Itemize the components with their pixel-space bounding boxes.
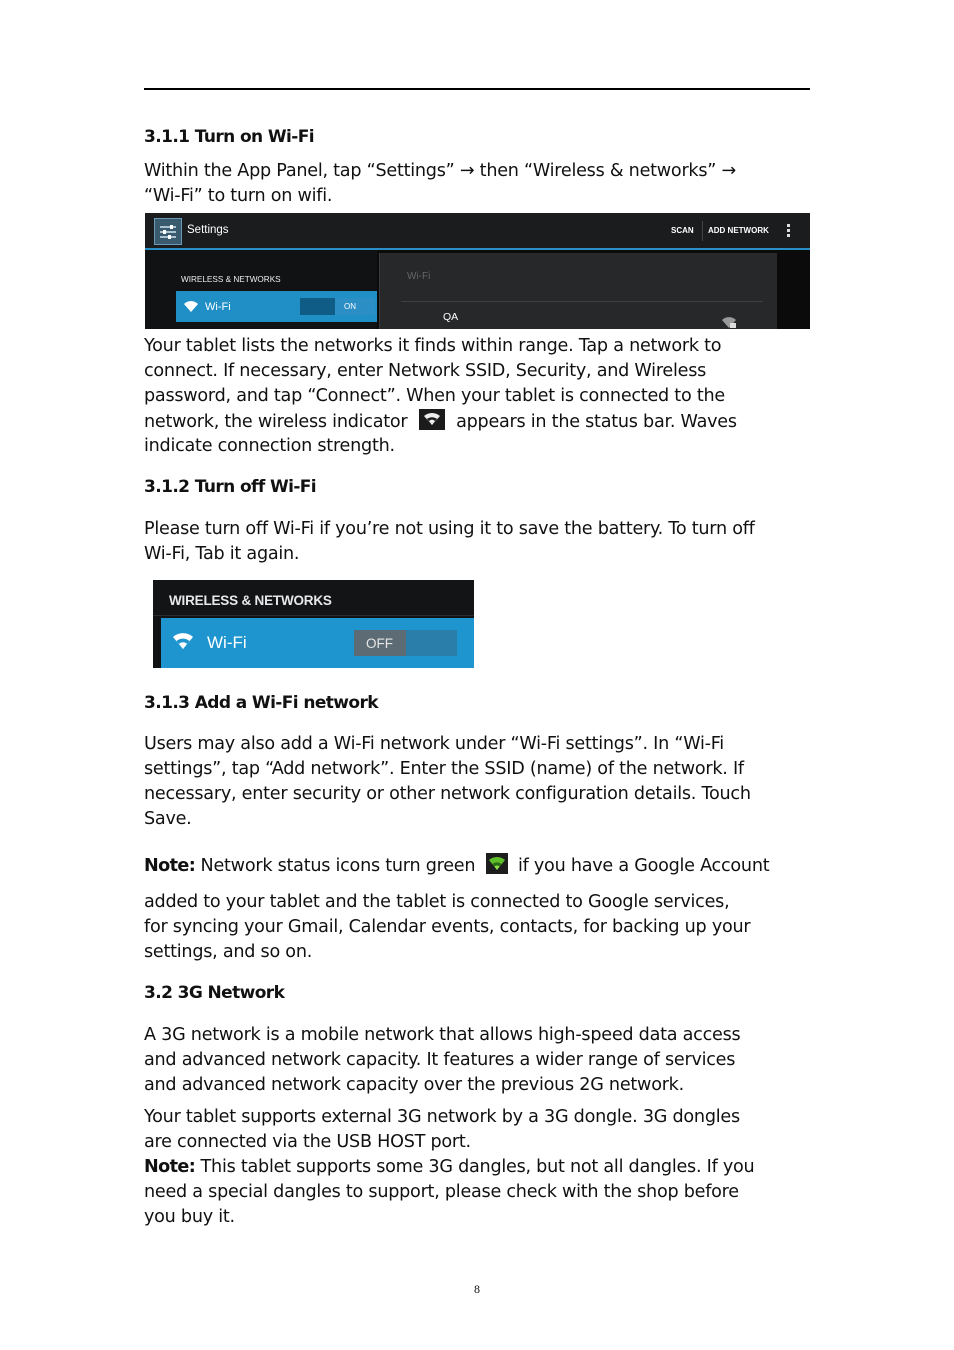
paragraph-line: you buy it. <box>144 1207 235 1227</box>
wifi-icon <box>172 632 194 650</box>
settings-app-icon <box>154 218 182 245</box>
paragraph-line: necessary, enter security or other network configuration details. Touch <box>144 784 751 804</box>
toggle-on-label: ON <box>344 302 356 311</box>
wifi-toggle <box>300 298 375 315</box>
paragraph-line: need a special dangles to support, please check with the shop before <box>144 1182 739 1202</box>
paragraph-line: and advanced network capacity. It features a wider range of services <box>144 1050 736 1070</box>
wifi-icon <box>183 301 199 313</box>
overflow-menu-icon <box>787 224 790 238</box>
section-heading-turn-on-wifi: 3.1.1 Turn on Wi-Fi <box>144 127 314 147</box>
pane-divider <box>401 301 763 302</box>
action-divider <box>702 221 703 241</box>
paragraph-line: A 3G network is a mobile network that allows high-speed data access <box>144 1025 741 1045</box>
paragraph-line: Your tablet supports external 3G network by a 3G dongle. 3G dongles <box>144 1107 740 1127</box>
section-heading-add-wifi-network: 3.1.3 Add a Wi-Fi network <box>144 693 378 713</box>
settings-screenshot-wifi-on <box>145 213 810 329</box>
paragraph-line: Your tablet lists the networks it finds within range. Tap a network to <box>144 336 722 356</box>
note-label: Note: <box>144 856 196 876</box>
paragraph-line: settings”, tap “Add network”. Enter the SSID (name) of the network. If <box>144 759 744 779</box>
wifi-signal-locked-icon <box>721 317 737 329</box>
paragraph-line: Save. <box>144 809 192 829</box>
wifi-toggle <box>354 630 457 656</box>
toggle-off-label: OFF <box>366 636 393 651</box>
wifi-label: Wi-Fi <box>205 301 231 313</box>
paragraph-line: Please turn off Wi-Fi if you’re not using it to save the battery. To turn off <box>144 519 755 539</box>
note-line: Note: This tablet supports some 3G dangles, but not all dangles. If you <box>144 1157 755 1177</box>
paragraph-line: for syncing your Gmail, Calendar events, contacts, for backing up your <box>144 917 751 937</box>
section-label: WIRELESS & NETWORKS <box>169 593 332 608</box>
section-heading-turn-off-wifi: 3.1.2 Turn off Wi-Fi <box>144 477 317 497</box>
paragraph-line: connect. If necessary, enter Network SSID, Security, and Wireless <box>144 361 707 381</box>
paragraph-line: are connected via the USB HOST port. <box>144 1132 471 1152</box>
paragraph-line: indicate connection strength. <box>144 436 395 456</box>
wifi-pane-header: Wi-Fi <box>407 271 431 282</box>
page-number: 8 <box>474 1282 480 1296</box>
paragraph-line: “Wi-Fi” to turn on wifi. <box>144 186 333 206</box>
header-rule <box>144 88 810 90</box>
paragraph-line: and advanced network capacity over the previous 2G network. <box>144 1075 684 1095</box>
scan-button: SCAN <box>671 226 694 235</box>
network-name: QA <box>443 311 459 323</box>
wifi-network-pane <box>379 253 777 329</box>
add-network-button: ADD NETWORK <box>708 226 769 235</box>
paragraph-line: Users may also add a Wi-Fi network under “Wi-Fi settings”. In “Wi-Fi <box>144 734 724 754</box>
paragraph-line: Wi-Fi, Tab it again. <box>144 544 300 564</box>
section-label: WIRELESS & NETWORKS <box>181 275 281 284</box>
action-bar-title: Settings <box>187 224 229 236</box>
note-line: Note: Network status icons turn green if you have a Google Account <box>144 853 814 882</box>
paragraph-line: Within the App Panel, tap “Settings” → then “Wireless & networks” → <box>144 161 736 181</box>
section-heading-3g-network: 3.2 3G Network <box>144 983 285 1003</box>
wifi-label: Wi-Fi <box>207 633 247 652</box>
note-label: Note: <box>144 1157 196 1177</box>
paragraph-line: added to your tablet and the tablet is connected to Google services, <box>144 892 730 912</box>
paragraph-line: password, and tap “Connect”. When your tablet is connected to the <box>144 386 725 406</box>
paragraph-line: network, the wireless indicator appears in the status bar. Waves <box>144 409 814 438</box>
paragraph-line: settings, and so on. <box>144 942 313 962</box>
settings-screenshot-wifi-off <box>153 580 474 668</box>
green-network-status-icon <box>486 853 508 882</box>
